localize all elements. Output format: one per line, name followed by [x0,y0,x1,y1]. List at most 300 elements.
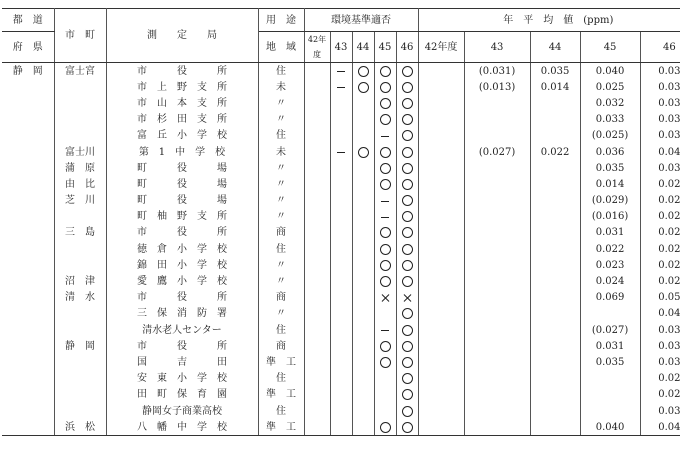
use-cell: 商 [258,338,304,354]
avg-value-cell [464,176,530,192]
compliance-cell [396,403,418,419]
std-year-header: 42年度 [304,32,330,63]
compliance-cell [304,176,330,192]
station-cell: 市 杉 田 支 所 [106,112,258,128]
compliance-cell [374,144,396,160]
circle-mark-icon [380,244,391,255]
avg-value-cell: 0.02 [658,211,680,223]
avg-value-cell [464,354,530,370]
table-row [2,225,680,241]
circle-mark-icon [380,260,391,271]
avg-value-cell: 0.069 [580,290,640,306]
compliance-cell [304,322,330,338]
city-cell [54,257,106,273]
dash-mark-icon [380,131,390,141]
compliance-cell [330,354,352,370]
avg-value-cell: 0.035 [580,160,640,176]
circle-mark-icon [402,227,413,238]
circle-mark-icon [402,147,413,158]
avg-value-cell: 0.031 [580,225,640,241]
avg-value-cell: 0.03 [658,130,680,142]
circle-mark-icon [402,422,413,433]
city-cell [54,95,106,111]
compliance-cell [330,225,352,241]
table-row [2,257,680,273]
pref-cell [2,257,54,273]
city-cell [54,209,106,225]
circle-mark-icon [402,308,413,319]
dash-mark-icon [336,66,346,76]
avg-value-cell [464,160,530,176]
table-row [2,79,680,95]
circle-mark-icon [380,82,391,93]
use-cell: 住 [258,371,304,387]
use-cell: 住 [258,63,304,80]
avg-value-cell [418,95,464,111]
use-cell: 未 [258,79,304,95]
station-cell: 市 役 所 [106,338,258,354]
avg-value-cell: 0.02 [658,259,680,271]
avg-value-cell: 0.03 [658,162,680,174]
use-cell: 住 [258,322,304,338]
compliance-cell [304,387,330,403]
compliance-cell [352,128,374,144]
compliance-cell [304,225,330,241]
compliance-cell [396,128,418,144]
pref-cell [2,225,54,241]
avg-value-cell [464,95,530,111]
table-row [2,176,680,192]
city-cell: 富士宮 [54,63,106,80]
avg-value-cell: 0.024 [580,273,640,289]
compliance-cell [352,387,374,403]
compliance-cell [352,257,374,273]
use-cell: 〃 [258,193,304,209]
pref-cell [2,95,54,111]
compliance-cell [374,257,396,273]
compliance-cell [352,419,374,436]
station-cell: 第 1 中 学 校 [106,144,258,160]
compliance-cell [352,403,374,419]
station-cell: 田 町 保 育 園 [106,387,258,403]
circle-mark-icon [358,82,369,93]
avg-value-cell: 0.040 [580,419,640,436]
compliance-cell [396,112,418,128]
compliance-cell [330,290,352,306]
air-quality-table [2,8,680,436]
std-year-header: 43 [330,32,352,63]
avg-value-cell [418,193,464,209]
compliance-cell [374,403,396,419]
avg-value-cell [530,290,580,306]
table-row [2,209,680,225]
table-row [2,354,680,370]
compliance-cell [374,419,396,436]
use-cell: 〃 [258,95,304,111]
pref-cell [2,387,54,403]
use-header-2: 地 域 [258,32,304,63]
compliance-cell [352,193,374,209]
avg-value-cell [418,403,464,419]
avg-group-header: 年 平 均 値 (ppm) [418,9,680,32]
avg-value-cell [464,257,530,273]
dash-mark-icon [336,147,346,157]
compliance-cell [352,112,374,128]
compliance-cell [352,371,374,387]
circle-mark-icon [358,147,369,158]
avg-value-cell [580,387,640,403]
avg-year-header: 44 [530,32,580,63]
circle-mark-icon [402,341,413,352]
avg-value-cell [418,79,464,95]
compliance-cell [374,338,396,354]
compliance-cell [304,144,330,160]
compliance-cell [352,144,374,160]
compliance-cell [304,371,330,387]
circle-mark-icon [358,66,369,77]
circle-mark-icon [380,147,391,158]
station-cell: 錦 田 小 学 校 [106,257,258,273]
compliance-cell [330,112,352,128]
avg-value-cell [418,306,464,322]
avg-value-cell: (0.031) [464,63,530,80]
city-cell: 由 比 [54,176,106,192]
city-cell: 沼 津 [54,273,106,289]
std-year-header: 46 [396,32,418,63]
pref-cell [2,176,54,192]
table-row [2,241,680,257]
table-row [2,144,680,160]
avg-value-cell [418,176,464,192]
avg-value-cell [418,112,464,128]
avg-value-cell [530,257,580,273]
compliance-cell [330,176,352,192]
compliance-cell [396,371,418,387]
avg-value-cell [464,338,530,354]
std-group-header: 環境基準適否 [304,9,418,32]
city-cell [54,322,106,338]
table-row [2,63,680,80]
compliance-cell [374,290,396,306]
use-cell: 準 工 [258,354,304,370]
avg-value-cell: (0.029) [580,193,640,209]
compliance-cell [330,403,352,419]
compliance-cell [330,273,352,289]
table-row [2,273,680,289]
compliance-cell [330,209,352,225]
compliance-cell [304,79,330,95]
avg-value-cell [464,371,530,387]
compliance-cell [352,241,374,257]
station-cell: 静岡女子商業高校 [106,403,258,419]
avg-value-cell: 0.03 [658,356,680,368]
circle-mark-icon [402,325,413,336]
compliance-cell [330,95,352,111]
avg-value-cell: 0.02 [658,243,680,255]
use-cell: 〃 [258,257,304,273]
avg-value-cell [530,160,580,176]
avg-value-cell: 0.033 [580,112,640,128]
circle-mark-icon [402,373,413,384]
pref-cell [2,306,54,322]
avg-value-cell [418,322,464,338]
circle-mark-icon [402,98,413,109]
compliance-cell [304,403,330,419]
circle-mark-icon [380,227,391,238]
compliance-cell [374,63,396,80]
avg-value-cell: 0.04 [640,419,680,436]
avg-value-cell: 0.03 [658,97,680,109]
avg-value-cell [580,371,640,387]
city-header: 市 町 [54,9,106,63]
avg-value-cell: 0.03 [658,65,680,77]
avg-value-cell: 0.02 [658,195,680,207]
station-cell: 清水老人センター [106,322,258,338]
city-cell [54,387,106,403]
compliance-cell [330,79,352,95]
circle-mark-icon [402,82,413,93]
compliance-cell [374,306,396,322]
compliance-cell [396,419,418,436]
avg-value-cell [530,371,580,387]
pref-header: 都 道 [2,9,54,32]
compliance-cell [374,176,396,192]
avg-value-cell [418,63,464,80]
avg-value-cell [418,338,464,354]
compliance-cell [374,387,396,403]
avg-value-cell: 0.014 [530,79,580,95]
city-cell: 芝 川 [54,193,106,209]
avg-value-cell [530,241,580,257]
station-cell: 市 山 本 支 所 [106,95,258,111]
circle-mark-icon [402,66,413,77]
avg-value-cell: (0.027) [580,322,640,338]
compliance-cell [374,95,396,111]
avg-value-cell [418,371,464,387]
station-cell: 三 保 消 防 署 [106,306,258,322]
station-cell: 富 丘 小 学 校 [106,128,258,144]
circle-mark-icon [380,179,391,190]
compliance-cell [374,209,396,225]
compliance-cell [352,63,374,80]
pref-cell [2,241,54,257]
table-row [2,419,680,436]
std-year-header: 44 [352,32,374,63]
station-cell: 市 上 野 支 所 [106,79,258,95]
avg-value-cell [418,209,464,225]
avg-value-cell: 0.02 [658,227,680,239]
compliance-cell [304,273,330,289]
use-cell: 準 工 [258,419,304,436]
station-cell: 市 役 所 [106,63,258,80]
avg-value-cell: 0.022 [530,144,580,160]
compliance-cell [396,79,418,95]
avg-value-cell: (0.027) [464,144,530,160]
pref-cell [2,338,54,354]
pref-cell [2,322,54,338]
use-cell: 商 [258,225,304,241]
compliance-cell [352,95,374,111]
station-cell: 国 吉 田 [106,354,258,370]
avg-value-cell [418,241,464,257]
avg-year-header: 46 [640,32,680,63]
city-cell [54,371,106,387]
use-cell: 〃 [258,112,304,128]
avg-value-cell [418,354,464,370]
circle-mark-icon [402,163,413,174]
compliance-cell [352,176,374,192]
compliance-cell [396,273,418,289]
avg-value-cell [418,144,464,160]
use-cell: 住 [258,403,304,419]
avg-value-cell: 0.035 [580,354,640,370]
station-header: 測 定 局 [106,9,258,63]
avg-value-cell: 0.03 [658,405,680,417]
std-year-header: 45 [374,32,396,63]
avg-value-cell: 0.031 [580,338,640,354]
avg-value-cell: 0.022 [580,241,640,257]
station-cell: 八 幡 中 学 校 [106,419,258,436]
table-row [2,290,680,306]
dash-mark-icon [380,212,390,222]
avg-value-cell [530,387,580,403]
compliance-cell [330,322,352,338]
avg-value-cell [418,225,464,241]
compliance-cell [396,257,418,273]
compliance-cell [352,225,374,241]
avg-value-cell: 0.02 [658,276,680,288]
compliance-cell [374,112,396,128]
avg-value-cell: (0.016) [580,209,640,225]
station-cell: 愛 鷹 小 学 校 [106,273,258,289]
avg-value-cell [530,403,580,419]
compliance-cell [330,257,352,273]
dash-mark-icon [380,196,390,206]
avg-value-cell: 0.023 [580,257,640,273]
pref-cell [2,112,54,128]
avg-value-cell: 0.04 [658,146,680,158]
compliance-cell [304,112,330,128]
compliance-cell [304,193,330,209]
avg-value-cell: 0.02 [658,178,680,190]
compliance-cell [374,160,396,176]
station-cell: 市 役 所 [106,290,258,306]
city-cell [54,306,106,322]
compliance-cell [396,193,418,209]
city-cell: 三 島 [54,225,106,241]
avg-value-cell: 0.02 [658,389,680,401]
use-header: 用 途 [258,9,304,32]
avg-value-cell: 0.032 [580,95,640,111]
circle-mark-icon [402,389,413,400]
avg-value-cell [464,306,530,322]
avg-value-cell: 0.040 [580,63,640,80]
compliance-cell [304,241,330,257]
compliance-cell [304,160,330,176]
compliance-cell [374,354,396,370]
compliance-cell [396,144,418,160]
circle-mark-icon [380,114,391,125]
compliance-cell [352,354,374,370]
pref-cell [2,193,54,209]
use-cell: 住 [258,241,304,257]
pref-cell [2,354,54,370]
compliance-cell [396,338,418,354]
city-cell [54,354,106,370]
circle-mark-icon [380,341,391,352]
avg-value-cell: (0.013) [464,79,530,95]
table-row [2,112,680,128]
city-cell: 蒲 原 [54,160,106,176]
avg-value-cell [464,225,530,241]
avg-value-cell [530,306,580,322]
compliance-cell [396,160,418,176]
avg-value-cell [464,322,530,338]
compliance-cell [304,209,330,225]
compliance-cell [374,371,396,387]
avg-value-cell: (0.025) [580,128,640,144]
compliance-cell [396,354,418,370]
avg-value-cell [418,257,464,273]
city-cell: 富士川 [54,144,106,160]
avg-value-cell [418,128,464,144]
avg-value-cell: 0.03 [658,324,680,336]
city-cell [54,403,106,419]
cross-mark-icon [380,293,390,303]
avg-value-cell [464,387,530,403]
pref-cell [2,419,54,436]
compliance-cell [304,95,330,111]
avg-value-cell [530,225,580,241]
compliance-cell [396,176,418,192]
avg-value-cell [464,419,530,436]
avg-value-cell: 0.03 [658,114,680,126]
avg-value-cell: 0.025 [580,79,640,95]
circle-mark-icon [402,179,413,190]
compliance-cell [374,273,396,289]
circle-mark-icon [402,260,413,271]
table-row [2,371,680,387]
compliance-cell [352,306,374,322]
compliance-cell [352,160,374,176]
station-cell: 市 役 所 [106,225,258,241]
compliance-cell [396,290,418,306]
compliance-cell [330,144,352,160]
use-cell: 〃 [258,209,304,225]
table-row [2,403,680,419]
compliance-cell [330,338,352,354]
avg-value-cell [418,290,464,306]
avg-value-cell [530,322,580,338]
avg-value-cell: 0.03 [658,81,680,93]
avg-value-cell: 0.036 [580,144,640,160]
avg-value-cell [464,290,530,306]
avg-value-cell [418,160,464,176]
pref-cell: 静 岡 [2,63,54,80]
avg-value-cell [464,193,530,209]
avg-value-cell [418,387,464,403]
city-cell [54,128,106,144]
avg-value-cell [464,403,530,419]
use-cell: 未 [258,144,304,160]
station-cell: 安 東 小 学 校 [106,371,258,387]
compliance-cell [396,209,418,225]
pref-cell [2,79,54,95]
compliance-cell [396,241,418,257]
circle-mark-icon [380,357,391,368]
avg-value-cell [580,403,640,419]
use-cell: 商 [258,290,304,306]
